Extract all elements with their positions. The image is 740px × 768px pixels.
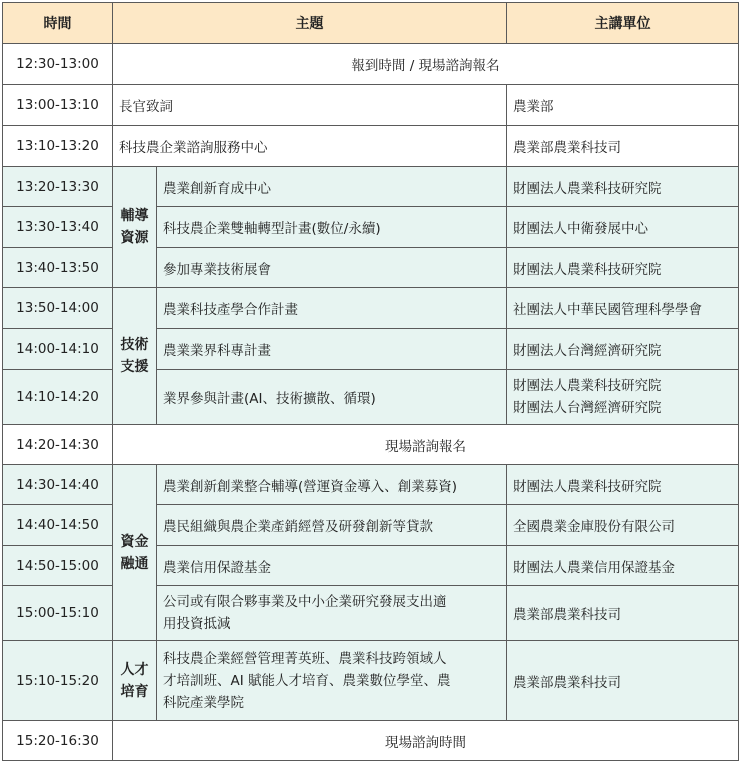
category-line: 人才: [120, 661, 149, 678]
unit-cell: 財團法人中衛發展中心: [507, 207, 739, 248]
time-cell: 13:10-13:20: [3, 126, 113, 167]
time-cell: 14:30-14:40: [3, 465, 113, 505]
time-cell: 13:50-14:00: [3, 288, 113, 329]
topic-cell: 農業創新創業整合輔導(營運資金導入、創業募資): [157, 465, 507, 505]
unit-cell: 財團法人農業科技研究院: [507, 465, 739, 505]
time-cell: 13:40-13:50: [3, 248, 113, 288]
time-cell: 13:00-13:10: [3, 85, 113, 126]
category-line: 融通: [120, 555, 149, 572]
category-line: 支援: [120, 359, 149, 375]
time-cell: 15:10-15:20: [3, 641, 113, 721]
unit-cell: 財團法人農業科技研究院: [507, 167, 739, 207]
header-topic: 主題: [113, 3, 507, 44]
topic-cell: [157, 586, 507, 641]
time-cell: 12:30-13:00: [3, 44, 113, 85]
topic-line: 才培訓班、AI 賦能人才培育、農業數位學堂、農: [163, 672, 451, 689]
unit-cell: 財團法人農業科技研究院: [507, 248, 739, 288]
unit-line: 財團法人台灣經濟研究院: [513, 400, 662, 416]
table-row: [3, 721, 739, 761]
topic-cell: 農業科技產學合作計畫: [157, 288, 507, 329]
table-row: [3, 167, 739, 207]
topic-line: 科院產業學院: [163, 694, 244, 711]
time-cell: 13:20-13:30: [3, 167, 113, 207]
time-cell: 15:00-15:10: [3, 586, 113, 641]
topic-cell: 科技農企業雙軸轉型計畫(數位/永續): [157, 207, 507, 248]
topic-cell: 報到時間 / 現場諮詢報名: [113, 44, 739, 85]
unit-cell: 財團法人農業信用保證基金: [507, 546, 739, 586]
category-line: 技術: [120, 337, 149, 353]
table-row: [3, 288, 739, 329]
category-line: 輔導: [120, 208, 149, 224]
unit-line: 財團法人農業科技研究院: [513, 378, 662, 394]
topic-line: 用投資抵減: [163, 616, 231, 632]
time-cell: 14:50-15:00: [3, 546, 113, 586]
unit-cell: 全國農業金庫股份有限公司: [507, 505, 739, 546]
time-cell: 14:00-14:10: [3, 329, 113, 370]
topic-cell: 科技農企業諮詢服務中心: [113, 126, 507, 167]
unit-cell: 社團法人中華民國管理科學學會: [507, 288, 739, 329]
topic-cell: 現場諮詢報名: [113, 425, 739, 465]
unit-cell: 農業部農業科技司: [507, 586, 739, 641]
table-row: [3, 44, 739, 85]
topic-cell: 長官致詞: [113, 85, 507, 126]
category-finance: [113, 465, 157, 641]
unit-cell: 農業部農業科技司: [507, 641, 739, 721]
time-cell: 14:10-14:20: [3, 370, 113, 425]
topic-line: 公司或有限合夥事業及中小企業研究發展支出適: [163, 594, 447, 610]
category-talent: [113, 641, 157, 721]
unit-cell: [507, 370, 739, 425]
header-time: 時間: [3, 3, 113, 44]
topic-cell: 參加專業技術展會: [157, 248, 507, 288]
category-tech: [113, 288, 157, 425]
unit-cell: 財團法人台灣經濟研究院: [507, 329, 739, 370]
table-row: [3, 465, 739, 505]
category-line: 資金: [120, 533, 149, 550]
time-cell: 14:20-14:30: [3, 425, 113, 465]
schedule-table: [2, 2, 739, 761]
table-row: [3, 641, 739, 721]
time-cell: 14:40-14:50: [3, 505, 113, 546]
topic-cell: [157, 641, 507, 721]
topic-cell: 農業創新育成中心: [157, 167, 507, 207]
unit-cell: 農業部農業科技司: [507, 126, 739, 167]
topic-cell: 現場諮詢時間: [113, 721, 739, 761]
table-row: [3, 85, 739, 126]
category-line: 資源: [120, 230, 149, 246]
topic-cell: 農業業界科專計畫: [157, 329, 507, 370]
category-line: 培育: [120, 683, 149, 700]
topic-cell: 業界參與計畫(AI、技術擴散、循環): [157, 370, 507, 425]
table-row: [3, 126, 739, 167]
time-cell: 13:30-13:40: [3, 207, 113, 248]
time-cell: 15:20-16:30: [3, 721, 113, 761]
category-guidance: [113, 167, 157, 288]
header-unit: 主講單位: [507, 3, 739, 44]
unit-cell: 農業部: [507, 85, 739, 126]
header-row: [3, 3, 739, 44]
topic-line: 科技農企業經營管理菁英班、農業科技跨領域人: [163, 650, 447, 667]
topic-cell: 農業信用保證基金: [157, 546, 507, 586]
topic-cell: 農民組織與農企業產銷經營及研發創新等貸款: [157, 505, 507, 546]
table-row: [3, 425, 739, 465]
